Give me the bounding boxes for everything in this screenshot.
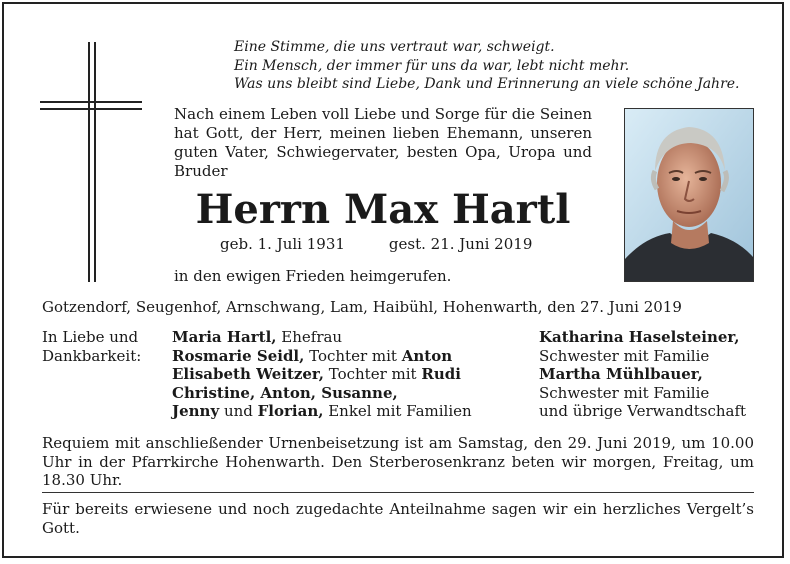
verse-line-3: Was uns bleibt sind Liebe, Dank und Erinnerung an viele schöne Jahre.: [234, 76, 740, 92]
list-item: Christine, Anton, Susanne,: [172, 383, 398, 402]
list-item: Schwester mit Familie: [539, 346, 710, 365]
place-and-date: Gotzendorf, Seugenhof, Arnschwang, Lam, Haibühl, Hohenwarth, den 27. Juni 2019: [42, 298, 682, 316]
verse-line-2: Ein Mensch, der immer für uns da war, lebt nicht mehr.: [234, 57, 630, 74]
list-item: Maria Hartl, Ehefrau: [172, 328, 343, 346]
memorial-verse: [234, 38, 740, 94]
list-item: Elisabeth Weitzer, Tochter mit Rudi: [172, 365, 461, 383]
deceased-name: Herrn Max Hartl: [195, 186, 571, 233]
requiem-info: Requiem mit anschließender Urnenbeisetzung ist am Samstag, den 29. Juni 2019, um 10.00 Uhr in der Pfarrkirche Hohenwarth. Den Sterberosenkranz beten wir morgen, Freitag, um 18.30 Uhr.: [42, 434, 754, 489]
peace-text: in den ewigen Frieden heimgerufen.: [174, 267, 452, 285]
list-item: Martha Mühlbauer,: [539, 365, 703, 383]
list-item: Rosmarie Seidl, Tochter mit Anton: [172, 346, 453, 365]
life-dates: [220, 235, 532, 254]
cross-icon: [40, 42, 142, 282]
list-item: und übrige Verwandtschaft: [539, 402, 747, 420]
death-date: gest. 21. Juni 2019: [388, 235, 533, 253]
mourners-label-line-1: In Liebe und: [42, 328, 139, 346]
verse-line-1: Eine Stimme, die uns vertraut war, schweigt.: [234, 39, 555, 55]
mourners-label: [42, 328, 141, 365]
thanks-text: Für bereits erwiesene und noch zugedachte Anteilnahme sagen wir ein herzliches Vergelt’s Gott.: [42, 500, 754, 537]
list-item: Katharina Haselsteiner,: [539, 328, 740, 346]
list-item: Jenny und Florian, Enkel mit Familien: [172, 402, 472, 420]
intro-text: Nach einem Leben voll Liebe und Sorge für die Seinen hat Gott, der Herr, meinen lieben Ehemann, unseren guten Vater, Schwiegervater, besten Opa, Uropa und Bruder: [174, 105, 592, 180]
mourners-label-line-2: Dankbarkeit:: [42, 346, 142, 365]
portrait-photo: [624, 108, 754, 282]
mourners-sibling-list: [539, 328, 746, 421]
birth-date: geb. 1. Juli 1931: [220, 235, 345, 253]
divider: [42, 492, 754, 493]
mourners-family-list: [172, 328, 472, 421]
obituary-notice: [2, 2, 784, 558]
list-item: Schwester mit Familie: [539, 383, 710, 402]
